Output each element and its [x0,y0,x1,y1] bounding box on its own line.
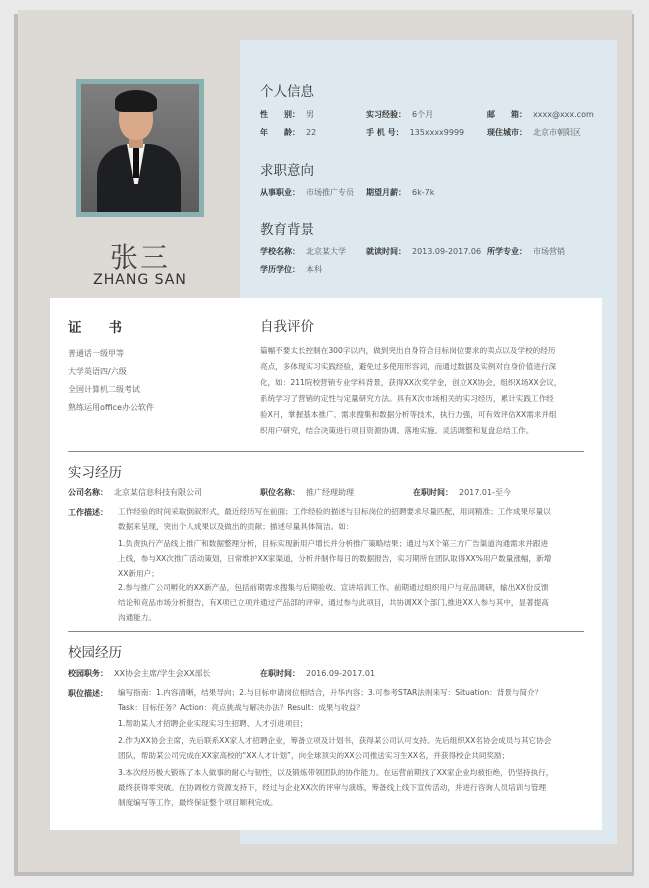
campus-role-field: 校园职务： XX协会主席/学生会XX部长 [68,669,211,678]
section-title-personal: 个人信息 [260,84,314,100]
campus-item-2: 2.作为XX协会主席，先后联系XX家人才招聘企业，筹备立项及计划书，获得某公司认可支持。先后组织XX名协会成员与其它协会 团队，帮助某公司完成在XX家高校的“XX人才计划”，向全球顶尖的XX公司推送实习生XX名，并获得校企共同奖励； [118,736,552,760]
job-field: 从事职业： 市场推广专员 [260,188,354,197]
age-field: 年 龄： 22 [260,128,317,137]
profile-photo-frame [76,79,204,217]
internship-desc: 工作经验的时间采取倒叙形式，最近经历写在前面；工作经验的描述与目标岗位的招聘要求尽量匹配，用词精准；工作成果尽量以 数据来呈现，突出个人成果以及做出的贡献；描述尽量具体简洁。如： [118,507,551,531]
section-title-certificates: 证 书 [68,320,122,336]
experience-field: 实习经验： 6个月 [366,110,434,119]
gender-field: 性 别： 男 [260,110,314,119]
position-field: 职位名称： 推广经理助理 [260,488,354,497]
email-field: 邮 箱： xxxx@xxx.com [487,110,594,119]
name-english: ZHANG SAN [93,272,187,288]
certificate-list [68,345,154,417]
section-title-education: 教育背景 [260,222,314,238]
study-time-field: 就读时间： 2013.09-2017.06 [366,247,482,256]
salary-field: 期望月薪： 6k-7k [366,188,435,197]
section-title-campus: 校园经历 [68,645,122,661]
campus-desc: 编写指南：1.内容清晰，结果导向；2.与目标申请岗位相结合，升华内容；3.可参考STAR法则来写：Situation：背景与简介？ Task：目标任务？Action：亮点挑战与解决办法？Result：成果与收益？ [118,688,543,712]
campus-desc-label: 职位描述： [68,689,108,698]
internship-desc-label: 工作描述： [68,508,108,517]
certificate-item: 熟练运用office办公软件 [68,403,154,412]
phone-field: 手 机 号： 135xxxx9999 [366,128,465,137]
campus-period-field: 在职时间： 2016.09-2017.01 [260,669,376,678]
major-field: 所学专业： 市场营销 [487,247,565,256]
certificate-item: 普通话一级甲等 [68,349,124,358]
section-title-internship: 实习经历 [68,465,122,481]
school-field: 学校名称： 北京某大学 [260,247,346,256]
campus-item-1: 1.帮助某人才招聘企业实现实习生招聘、人才引进项目； [118,719,308,728]
company-field: 公司名称： 北京某信息科技有限公司 [68,488,202,497]
name-chinese: 张三 [109,241,170,274]
certificate-item: 大学英语四/六级 [68,367,127,376]
internship-period-field: 在职时间： 2017.01-至今 [413,488,511,497]
city-field: 现住城市： 北京市朝阳区 [487,128,581,137]
degree-field: 学历学位： 本科 [260,265,322,274]
certificate-item: 全国计算机二级考试 [68,385,140,394]
divider [68,451,584,452]
internship-item-2: 2.参与推广公司孵化的XX新产品，包括前期需求搜集与后期验收、宣讲培训工作。前期通过组织用户与竞品调研，输出XX份反馈 结论和竞品市场分析报告，有X项已立项并通过产品部的评审。通过参与此项目，共协调XX个部门,推进XX人参与其中，显著提高 沟通能力。 [118,583,549,622]
section-title-intention: 求职意向 [260,163,314,179]
divider [68,631,584,632]
profile-photo [81,84,199,212]
self-eval-text: 篇幅不要太长控制在300字以内，做到突出自身符合目标岗位要求的卖点以及学校的经历 亮点，多体现实习实践经验，避免过多使用形容词，而通过数据及实例对自身价值进行深 化，如：211院校营销专业学科背景，获得XX次奖学金，创立XX协会，组织X场XX会议， 系统学习了营销的定性与定量研究方法。具有X次市场相关的实习经历，累计实践工作经 验X月，掌握基本推广、需求搜集和数据分析等技术，执行力强，可有效评估XX需求并组 织用户研究，结合决策进行项目资源协调、落地实施、灵活调整和复盘总结工作。 [260,346,562,435]
campus-item-3: 3.本次经历极大锻炼了本人做事的耐心与韧性，以及锻炼带领团队的协作能力。在运营前期找了XX家企业均被拒绝，仍坚持执行， 最终获得零突破。在协调校方资源支持下，经过与企业XX次的评审与演练，筹备线上线下宣传活动，并进行咨询人员培训与管理 制度编写等工作，最终保证整个项目顺利完成。 [118,768,554,807]
internship-item-1: 1.负责执行产品线上推广和数据整理分析，目标实现新用户增长并分析推广策略结果；通过与X个第三方广告渠道沟通需求并跟进 上线，参与XX次推广活动策划，日常维护XX家渠道，分析并制作每日的数据报告，实习期所在团队取得XX%用户数量涨幅，新增 XX新用户； [118,539,552,578]
section-title-self-eval: 自我评价 [260,319,314,335]
